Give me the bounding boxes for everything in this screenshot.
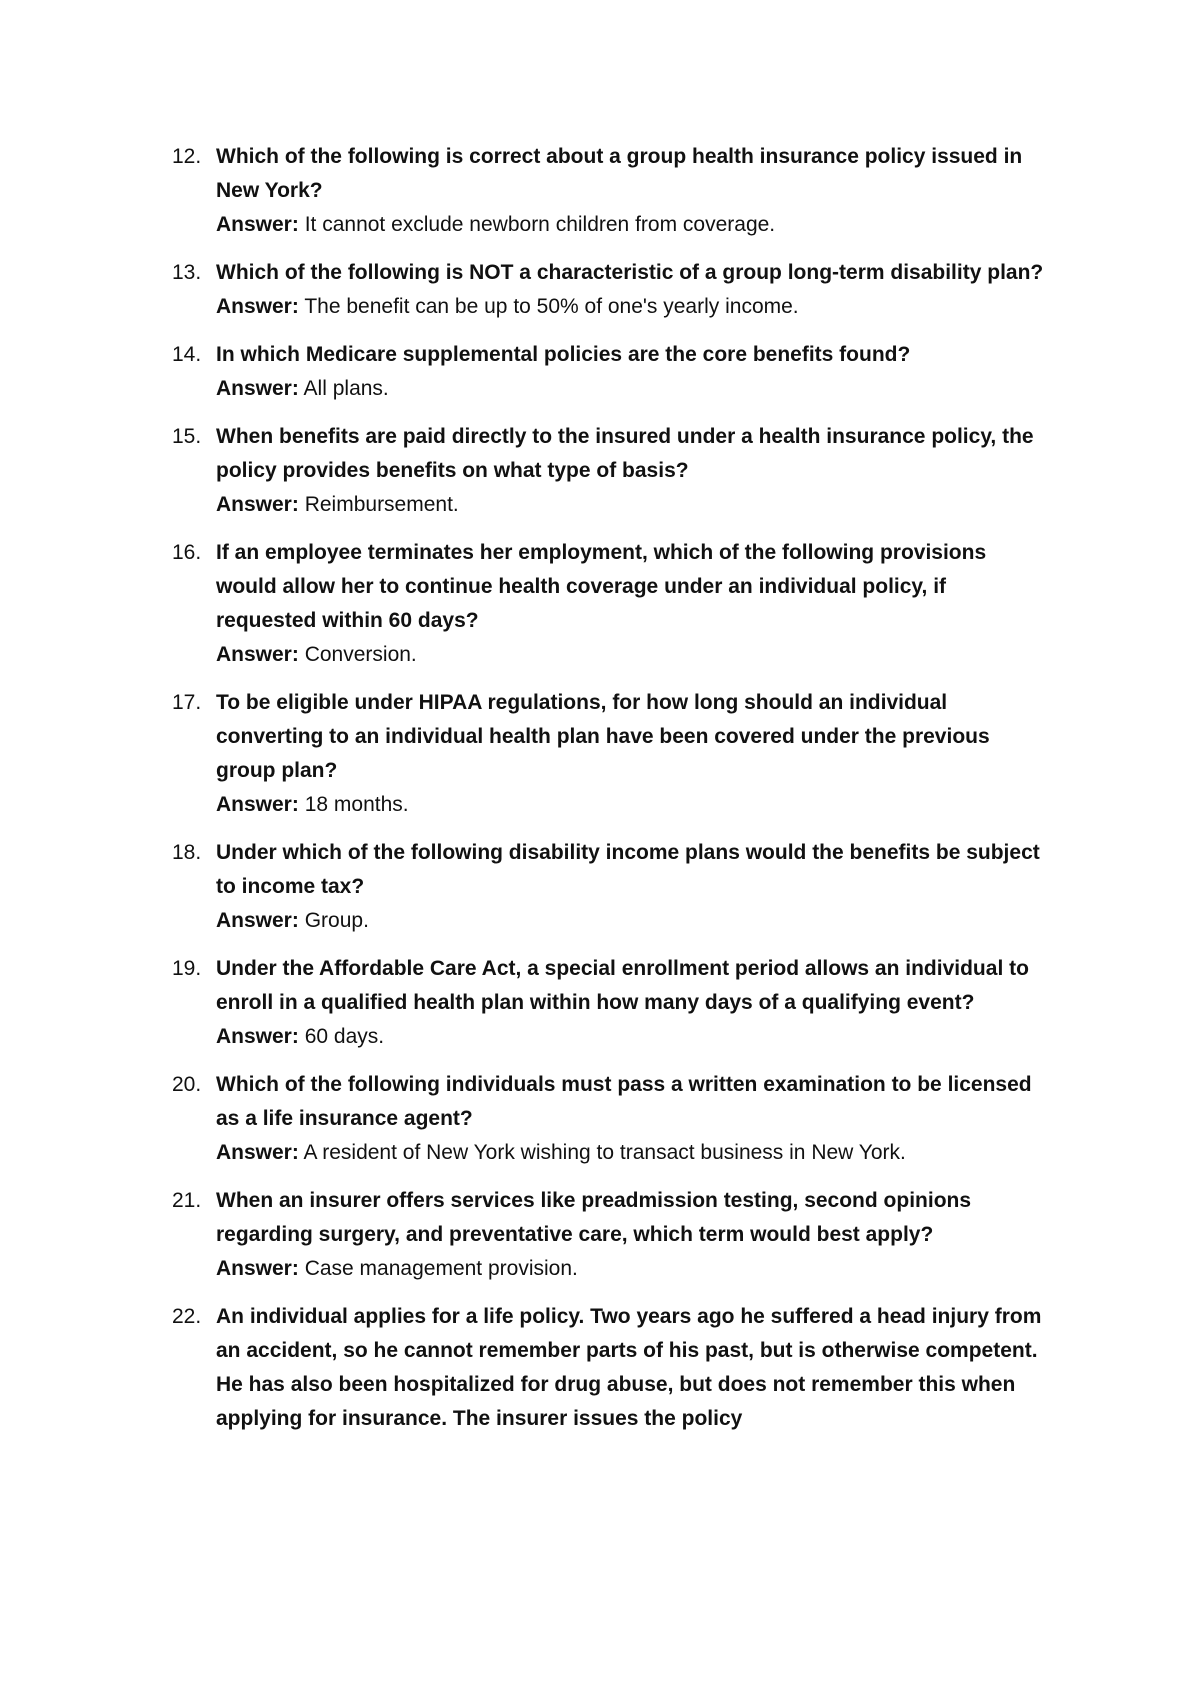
answer-text: Reimbursement. bbox=[304, 493, 459, 516]
answer-label: Answer: bbox=[216, 909, 299, 932]
answer-text: A resident of New York wishing to transact business in New York. bbox=[303, 1141, 906, 1164]
answer-text: The benefit can be up to 50% of one's yearly income. bbox=[304, 295, 799, 318]
question-text: An individual applies for a life policy. Two years ago he suffered a head injury from an accident, so he cannot remember parts of his past, but is otherwise competent. He has also been hospitalized for drug abuse, but does not remember this when applying for insurance. The insurer issues the policy bbox=[216, 1305, 1042, 1430]
question-number: 19. bbox=[172, 957, 202, 980]
answer-line bbox=[216, 372, 1052, 406]
answer-line bbox=[216, 1020, 1052, 1054]
question-answer-list bbox=[172, 140, 1052, 1450]
question-item bbox=[172, 256, 1052, 324]
answer-label: Answer: bbox=[216, 213, 299, 236]
question-number: 16. bbox=[172, 541, 202, 564]
question-text: Which of the following individuals must pass a written examination to be licensed as a life insurance agent? bbox=[216, 1073, 1032, 1130]
answer-label: Answer: bbox=[216, 1025, 299, 1048]
answer-text: All plans. bbox=[303, 377, 389, 400]
question-number: 21. bbox=[172, 1189, 202, 1212]
answer-text: Group. bbox=[304, 909, 369, 932]
question-text: Under which of the following disability income plans would the benefits be subject to income tax? bbox=[216, 841, 1040, 898]
answer-label: Answer: bbox=[216, 377, 299, 400]
question-text: If an employee terminates her employment, which of the following provisions would allow her to continue health coverage under an individual policy, if requested within 60 days? bbox=[216, 541, 987, 632]
question-item bbox=[172, 338, 1052, 406]
answer-label: Answer: bbox=[216, 295, 299, 318]
question-number: 14. bbox=[172, 343, 202, 366]
question-text: To be eligible under HIPAA regulations, for how long should an individual converting to an individual health plan have been covered under the previous group plan? bbox=[216, 691, 990, 782]
answer-label: Answer: bbox=[216, 793, 299, 816]
answer-label: Answer: bbox=[216, 493, 299, 516]
question-item bbox=[172, 1068, 1052, 1170]
answer-line bbox=[216, 638, 1052, 672]
question-text: When an insurer offers services like preadmission testing, second opinions regarding surgery, and preventative care, which term would best apply? bbox=[216, 1189, 972, 1246]
answer-text: Conversion. bbox=[304, 643, 417, 666]
question-item bbox=[172, 836, 1052, 938]
question-item bbox=[172, 536, 1052, 672]
question-text: Under the Affordable Care Act, a special enrollment period allows an individual to enroll in a qualified health plan within how many days of a qualifying event? bbox=[216, 957, 1029, 1014]
question-item bbox=[172, 420, 1052, 522]
answer-text: 18 months. bbox=[304, 793, 409, 816]
question-text: Which of the following is NOT a characteristic of a group long-term disability plan? bbox=[216, 261, 1044, 284]
answer-text: 60 days. bbox=[304, 1025, 385, 1048]
question-item bbox=[172, 1184, 1052, 1286]
question-item bbox=[172, 686, 1052, 822]
answer-line bbox=[216, 208, 1052, 242]
question-number: 22. bbox=[172, 1305, 202, 1328]
question-number: 20. bbox=[172, 1073, 202, 1096]
question-item bbox=[172, 1300, 1052, 1436]
question-item bbox=[172, 140, 1052, 242]
answer-text: It cannot exclude newborn children from coverage. bbox=[304, 213, 776, 236]
answer-line bbox=[216, 904, 1052, 938]
answer-line bbox=[216, 1252, 1052, 1286]
question-number: 12. bbox=[172, 145, 202, 168]
question-text: In which Medicare supplemental policies are the core benefits found? bbox=[216, 343, 911, 366]
answer-text: Case management provision. bbox=[304, 1257, 578, 1280]
answer-label: Answer: bbox=[216, 1257, 299, 1280]
answer-line bbox=[216, 290, 1052, 324]
answer-line bbox=[216, 488, 1052, 522]
question-text: Which of the following is correct about a group health insurance policy issued in New York? bbox=[216, 145, 1023, 202]
answer-line bbox=[216, 788, 1052, 822]
question-number: 13. bbox=[172, 261, 202, 284]
question-number: 17. bbox=[172, 691, 202, 714]
question-number: 15. bbox=[172, 425, 202, 448]
answer-label: Answer: bbox=[216, 1141, 299, 1164]
question-number: 18. bbox=[172, 841, 202, 864]
answer-line bbox=[216, 1136, 1052, 1170]
question-item bbox=[172, 952, 1052, 1054]
answer-label: Answer: bbox=[216, 643, 299, 666]
question-text: When benefits are paid directly to the insured under a health insurance policy, the policy provides benefits on what type of basis? bbox=[216, 425, 1034, 482]
